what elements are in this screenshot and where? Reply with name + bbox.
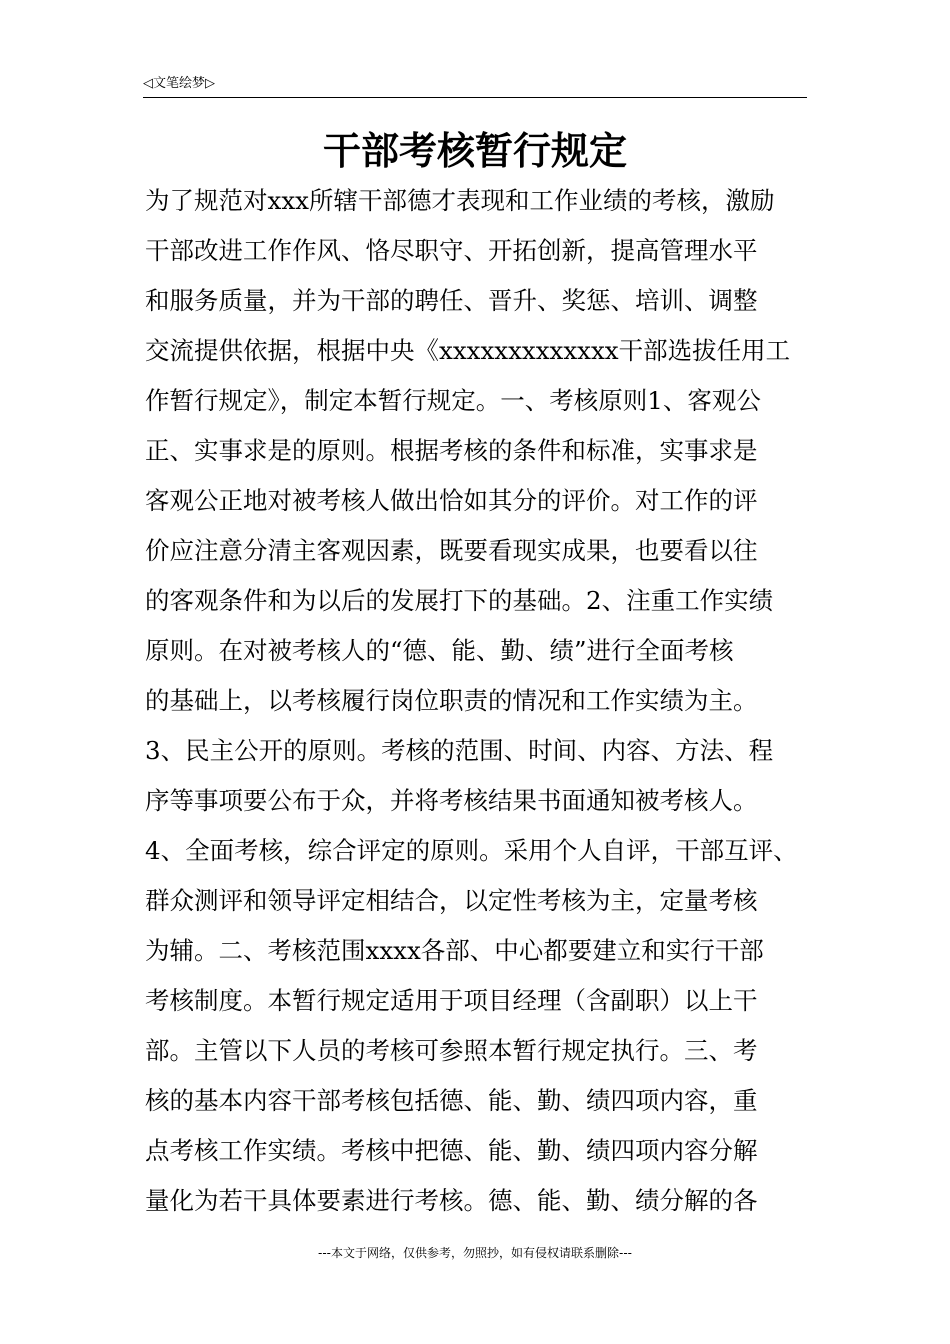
- text-line: 群众测评和领导评定相结合，以定性考核为主，定量考核: [145, 886, 758, 915]
- text-line: 干部改进工作作风、恪尽职守、开拓创新，提高管理水平: [145, 236, 758, 265]
- page-title: 干部考核暂行规定: [322, 128, 627, 173]
- text-line: 考核制度。本暂行规定适用于项目经理（含副职）以上干: [145, 986, 758, 1015]
- text-line: 价应注意分清主客观因素，既要看现实成果，也要看以往: [145, 536, 758, 565]
- text-line: 点考核工作实绩。考核中把德、能、勤、绩四项内容分解: [145, 1136, 758, 1165]
- text-line: 部。主管以下人员的考核可参照本暂行规定执行。三、考: [145, 1036, 758, 1065]
- text-line: 量化为若干具体要素进行考核。德、能、勤、绩分解的各: [145, 1186, 758, 1215]
- body-text: [145, 176, 809, 1226]
- text-line: 为辅。二、考核范围xxxx各部、中心都要建立和实行干部: [145, 936, 764, 965]
- header-text: ◁文笔绘梦▷: [143, 76, 215, 91]
- text-line: 3、民主公开的原则。考核的范围、时间、内容、方法、程: [145, 736, 774, 765]
- text-line: 客观公正地对被考核人做出恰如其分的评价。对工作的评: [145, 486, 758, 515]
- text-line: 交流提供依据，根据中央《xxxxxxxxxxxxx干部选拔任用工: [145, 336, 791, 365]
- text-line: 和服务质量，并为干部的聘任、晋升、奖惩、培训、调整: [145, 286, 758, 315]
- footer-disclaimer: ---本文于网络，仅供参考，勿照抄，如有侵权请联系删除---: [318, 1246, 632, 1260]
- text-line: 核的基本内容干部考核包括德、能、勤、绩四项内容，重: [145, 1086, 758, 1115]
- text-line: 的客观条件和为以后的发展打下的基础。2、注重工作实绩: [145, 586, 774, 615]
- header-divider: [143, 97, 807, 98]
- text-line: 为了规范对xxx所辖干部德才表现和工作业绩的考核，激励: [145, 186, 775, 215]
- text-line: 4、全面考核，综合评定的原则。采用个人自评，干部互评、: [145, 836, 798, 865]
- text-line: 原则。在对被考核人的“德、能、勤、绩”进行全面考核: [145, 636, 734, 665]
- text-line: 序等事项要公布于众，并将考核结果书面通知被考核人。: [145, 786, 758, 815]
- text-line: 的基础上，以考核履行岗位职责的情况和工作实绩为主。: [145, 686, 758, 715]
- text-line: 正、实事求是的原则。根据考核的条件和标准，实事求是: [145, 436, 758, 465]
- text-line: 作暂行规定》，制定本暂行规定。一、考核原则1、客观公: [145, 386, 761, 415]
